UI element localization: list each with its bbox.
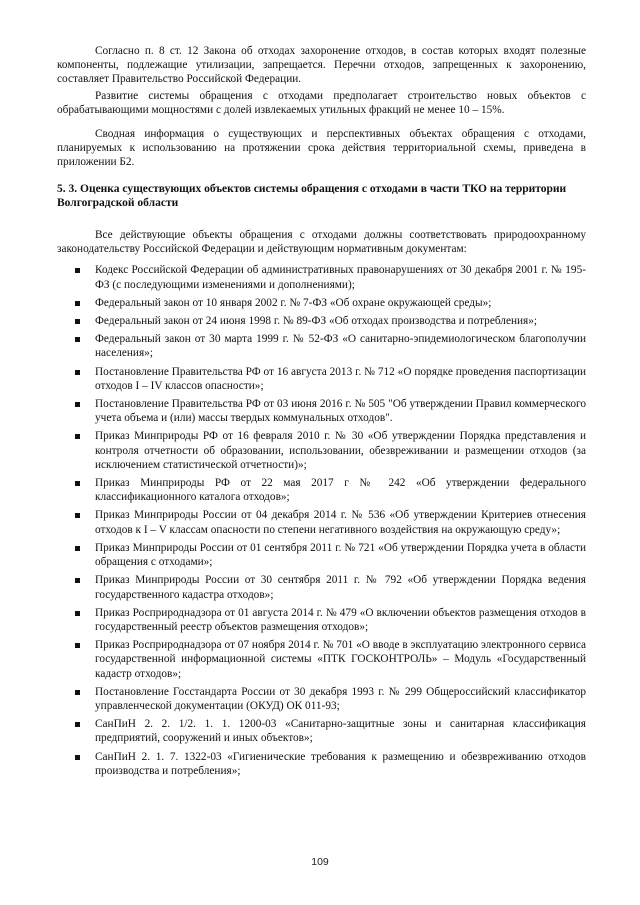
square-bullet-icon (75, 722, 80, 727)
list-item (57, 314, 586, 328)
square-bullet-icon (75, 546, 80, 551)
paragraph-intro: Все действующие объекты обращения с отходами должны соответствовать природоохранному законодательству Российской Федерации и действующим нормативным документам: (57, 229, 586, 256)
square-bullet-icon (75, 268, 80, 273)
list-item (57, 606, 586, 634)
square-bullet-icon (75, 578, 80, 583)
square-bullet-icon (75, 755, 80, 760)
list-item-text: Кодекс Российской Федерации об административных правонарушениях от 30 декабря 2001 г. № 195-ФЗ (с последующими изменениями и дополнениями); (95, 264, 586, 291)
list-item-text: Федеральный закон от 30 марта 1999 г. № 52-ФЗ «О санитарно-эпидемиологическом благополучии населения»; (95, 333, 586, 360)
list-item (57, 717, 586, 745)
list-item (57, 476, 586, 504)
square-bullet-icon (75, 337, 80, 342)
list-item-text: СанПиН 2. 2. 1/2. 1. 1. 1200-03 «Санитарно-защитные зоны и санитарная классификация предприятий, сооружений и иных объектов»; (95, 718, 586, 745)
square-bullet-icon (75, 319, 80, 324)
square-bullet-icon (75, 370, 80, 375)
list-item (57, 573, 586, 601)
square-bullet-icon (75, 611, 80, 616)
list-item (57, 397, 586, 425)
section-heading: 5. 3. Оценка существующих объектов системы обращения с отходами в части ТКО на территории Волгоградской области (57, 182, 567, 209)
list-item (57, 508, 586, 536)
square-bullet-icon (75, 301, 80, 306)
square-bullet-icon (75, 434, 80, 439)
list-item (57, 685, 586, 713)
list-item-text: Постановление Правительства РФ от 16 августа 2013 г. № 712 «О порядке проведения паспортизации отходов I – IV классов опасности»; (95, 365, 586, 392)
list-item (57, 638, 586, 681)
list-item (57, 541, 586, 569)
paragraph-landfill-ban: Согласно п. 8 ст. 12 Закона об отходах захоронение отходов, в состав которых входят полезные компоненты, подлежащие утилизации, запрещается. Перечни отходов, запрещенных к захоронению, составляет Правительство Российской Федерации. (57, 45, 586, 86)
list-item-text: СанПиН 2. 1. 7. 1322-03 «Гигиенические требования к размещению и обезвреживанию отходов производства и потребления»; (95, 750, 586, 777)
list-item (57, 750, 586, 778)
list-item-text: Постановление Госстандарта России от 30 декабря 1993 г. № 299 Общероссийский классификатор управленческой документации (ОКУД) ОК 011-93; (95, 685, 586, 712)
regulations-list (57, 263, 586, 778)
square-bullet-icon (75, 481, 80, 486)
square-bullet-icon (75, 513, 80, 518)
list-item-text: Приказ Минприроды России от 04 декабря 2014 г. № 536 «Об утверждении Критериев отнесения отходов к I – V классам опасности по степени негативного воздействия на окружающую среду»; (95, 509, 586, 536)
square-bullet-icon (75, 690, 80, 695)
square-bullet-icon (75, 643, 80, 648)
list-item (57, 296, 586, 310)
list-item-text: Федеральный закон от 24 июня 1998 г. № 89-ФЗ «Об отходах производства и потребления»; (95, 315, 538, 328)
list-item-text: Приказ Росприроднадзора от 07 ноября 2014 г. № 701 «О вводе в эксплуатацию электронного сервиса государственной информационной системы «ПТК ГОСКОНТРОЛЬ» – Модуль «Государственный кадастр отходов»; (95, 639, 586, 680)
paragraph-system-development: Развитие системы обращения с отходами предполагает строительство новых объектов с обрабатывающими мощностями с долей извлекаемых утильных фракций не менее 10 – 15%. (57, 89, 586, 116)
list-item (57, 429, 586, 472)
list-item (57, 263, 586, 291)
list-item-text: Приказ Минприроды РФ от 16 февраля 2010 г. № 30 «Об утверждении Порядка представления и контроля отчетности об образовании, использовании, обезвреживании и размещении отходов (за исключением статистической отчетности)»; (95, 430, 586, 471)
list-item-text: Постановление Правительства РФ от 03 июня 2016 г. № 505 "Об утверждении Правил коммерческого учета объема и (или) массы твердых коммунальных отходов". (95, 398, 586, 425)
paragraph-summary-info: Сводная информация о существующих и перспективных объектах обращения с отходами, планируемых к использованию на протяжении срока действия территориальной схемы, приведена в приложении Б2. (57, 128, 586, 169)
square-bullet-icon (75, 402, 80, 407)
list-item-text: Приказ Росприроднадзора от 01 августа 2014 г. № 479 «О включении объектов размещения отходов в государственный реестр объектов размещения отходов»; (95, 606, 586, 633)
list-item (57, 332, 586, 360)
list-item-text: Федеральный закон от 10 января 2002 г. № 7-ФЗ «Об охране окружающей среды»; (95, 296, 492, 309)
list-item-text: Приказ Минприроды России от 01 сентября 2011 г. № 721 «Об утверждении Порядка учета в области обращения с отходами»; (95, 541, 586, 569)
page-content (57, 44, 586, 782)
list-item-text: Приказ Минприроды России от 30 сентября 2011 г. № 792 «Об утверждении Порядка ведения государственного кадастра отходов»; (95, 574, 586, 601)
list-item (57, 365, 586, 393)
page-number: 109 (311, 856, 329, 868)
list-item-text: Приказ Минприроды РФ от 22 мая 2017 г № 242 «Об утверждении федерального классификационного каталога отходов»; (95, 477, 586, 504)
